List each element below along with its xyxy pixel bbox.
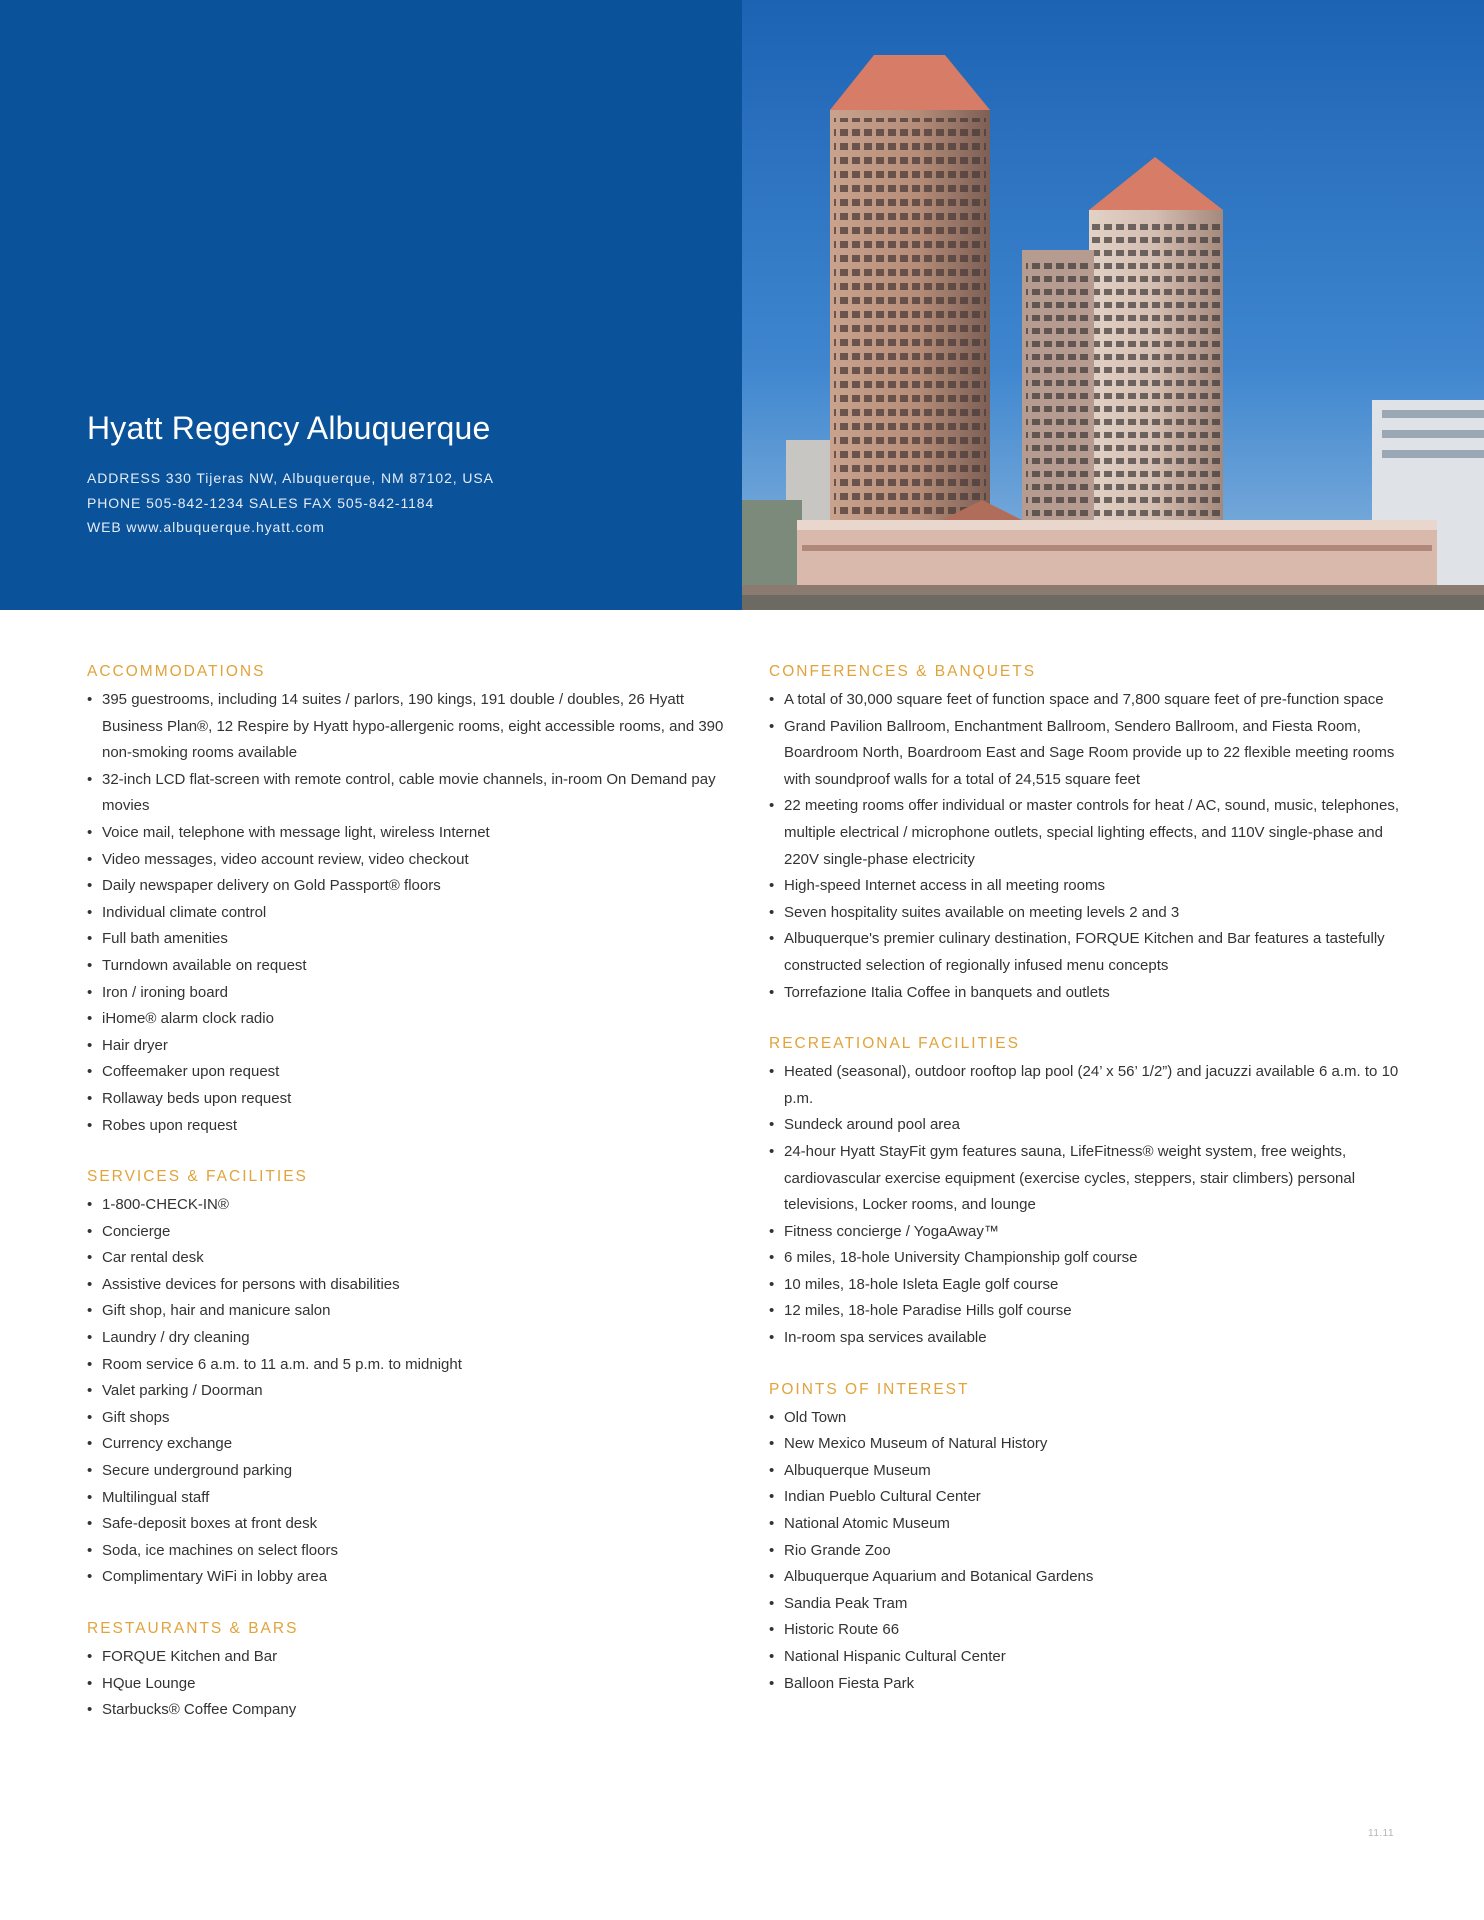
list-item: • Soda, ice machines on select floors [87,1538,727,1565]
address-line: ADDRESS 330 Tijeras NW, Albuquerque, NM 87102, USA [87,470,494,486]
list-item: • 395 guestrooms, including 14 suites / parlors, 190 kings, 191 double / doubles, 26 Hyatt Business Plan®, 12 Respire by Hyatt hypo-allergenic rooms, eight accessible rooms, and 390 non-smoking rooms available [87,687,727,767]
list-item: • National Hispanic Cultural Center [769,1644,1409,1671]
list-item: • National Atomic Museum [769,1511,1409,1538]
restaurants-section [87,1617,727,1724]
list-item: • Concierge [87,1219,727,1246]
list-item: • Old Town [769,1405,1409,1432]
section-heading: SERVICES & FACILITIES [87,1168,308,1186]
list-item: • Historic Route 66 [769,1617,1409,1644]
list-item: • 32-inch LCD flat-screen with remote control, cable movie channels, in-room On Demand pay movies [87,767,727,820]
list-item: • Turndown available on request [87,953,727,980]
list-item: • FORQUE Kitchen and Bar [87,1644,727,1671]
section-heading: RECREATIONAL FACILITIES [769,1035,1020,1053]
list-item: • Daily newspaper delivery on Gold Passport® floors [87,873,727,900]
accommodations-list [87,687,727,1139]
list-item: • Currency exchange [87,1431,727,1458]
recreational-list [769,1059,1409,1352]
phone-line: PHONE 505-842-1234 SALES FAX 505-842-1184 [87,494,435,511]
list-item: • Car rental desk [87,1245,727,1272]
web-line: WEB www.albuquerque.hyatt.com [87,519,325,535]
list-item: • New Mexico Museum of Natural History [769,1431,1409,1458]
list-item: • Robes upon request [87,1113,727,1140]
list-item: • Room service 6 a.m. to 11 a.m. and 5 p.m. to midnight [87,1352,727,1379]
section-heading: POINTS OF INTEREST [769,1380,970,1398]
list-item: • Iron / ironing board [87,980,727,1007]
list-item: • A total of 30,000 square feet of function space and 7,800 square feet of pre-function space [769,687,1409,714]
list-item: • 24-hour Hyatt StayFit gym features sauna, LifeFitness® weight system, free weights, cardiovascular exercise equipment (exercise cycles, steppers, stair climbers) personal televisions, Locker rooms, and lounge [769,1139,1409,1219]
right-column [769,660,1409,1723]
list-item: • iHome® alarm clock radio [87,1006,727,1033]
list-item: • HQue Lounge [87,1671,727,1698]
list-item: • Sandia Peak Tram [769,1591,1409,1618]
left-column [87,660,727,1750]
list-item: • Gift shops [87,1405,727,1432]
list-item: • In-room spa services available [769,1325,1409,1352]
hotel-building-photo [742,0,1484,610]
services-section [87,1165,727,1591]
restaurants-list [87,1644,727,1724]
list-item: • Individual climate control [87,900,727,927]
accommodations-section [87,660,727,1139]
list-item: • Rio Grande Zoo [769,1538,1409,1565]
list-item: • Hair dryer [87,1033,727,1060]
hero [0,0,1484,610]
list-item: • Starbucks® Coffee Company [87,1697,727,1724]
list-item: • Balloon Fiesta Park [769,1671,1409,1698]
list-item: • 22 meeting rooms offer individual or master controls for heat / AC, sound, music, telephones, multiple electrical / microphone outlets, special lighting effects, and 110V single-phase and 220V single-phase electricity [769,793,1409,873]
list-item: • Gift shop, hair and manicure salon [87,1298,727,1325]
list-item: • Safe-deposit boxes at front desk [87,1511,727,1538]
list-item: • Heated (seasonal), outdoor rooftop lap pool (24’ x 56’ 1/2”) and jacuzzi available 6 a.m. to 10 p.m. [769,1059,1409,1112]
list-item: • 10 miles, 18-hole Isleta Eagle golf course [769,1272,1409,1299]
list-item: • Fitness concierge / YogaAway™ [769,1219,1409,1246]
services-list [87,1192,727,1591]
list-item: • 6 miles, 18-hole University Championship golf course [769,1245,1409,1272]
list-item: • Complimentary WiFi in lobby area [87,1564,727,1591]
list-item: • Albuquerque's premier culinary destination, FORQUE Kitchen and Bar features a tastefully constructed selection of regionally infused menu concepts [769,926,1409,979]
list-item: • High-speed Internet access in all meeting rooms [769,873,1409,900]
list-item: • Full bath amenities [87,926,727,953]
conferences-list [769,687,1409,1006]
list-item: • Assistive devices for persons with disabilities [87,1272,727,1299]
list-item: • Indian Pueblo Cultural Center [769,1484,1409,1511]
list-item: • Grand Pavilion Ballroom, Enchantment Ballroom, Sendero Ballroom, and Fiesta Room, Boardroom North, Boardroom East and Sage Room provide up to 22 flexible meeting rooms with soundproof walls for a total of 24,515 square feet [769,714,1409,794]
section-heading: ACCOMMODATIONS [87,663,266,680]
list-item: • Video messages, video account review, video checkout [87,847,727,874]
list-item: • 1-800-CHECK-IN® [87,1192,727,1219]
list-item: • Albuquerque Aquarium and Botanical Gardens [769,1564,1409,1591]
recreational-section [769,1032,1409,1352]
list-item: • Multilingual staff [87,1485,727,1512]
conferences-section [769,660,1409,1006]
list-item: • Torrefazione Italia Coffee in banquets and outlets [769,980,1409,1007]
title-panel [0,0,742,610]
list-item: • Seven hospitality suites available on meeting levels 2 and 3 [769,900,1409,927]
list-item: • Coffeemaker upon request [87,1059,727,1086]
poi-list [769,1405,1409,1698]
section-heading: CONFERENCES & BANQUETS [769,663,1037,680]
list-item: • Albuquerque Museum [769,1458,1409,1485]
list-item: • Valet parking / Doorman [87,1378,727,1405]
poi-section [769,1378,1409,1698]
list-item: • Rollaway beds upon request [87,1086,727,1113]
page-number: 11.11 [1368,1828,1395,1839]
list-item: • Voice mail, telephone with message light, wireless Internet [87,820,727,847]
hotel-title: Hyatt Regency Albuquerque [87,410,491,446]
contact-block [87,466,727,540]
list-item: • 12 miles, 18-hole Paradise Hills golf course [769,1298,1409,1325]
section-heading: RESTAURANTS & BARS [87,1620,299,1637]
list-item: • Secure underground parking [87,1458,727,1485]
list-item: • Laundry / dry cleaning [87,1325,727,1352]
list-item: • Sundeck around pool area [769,1112,1409,1139]
